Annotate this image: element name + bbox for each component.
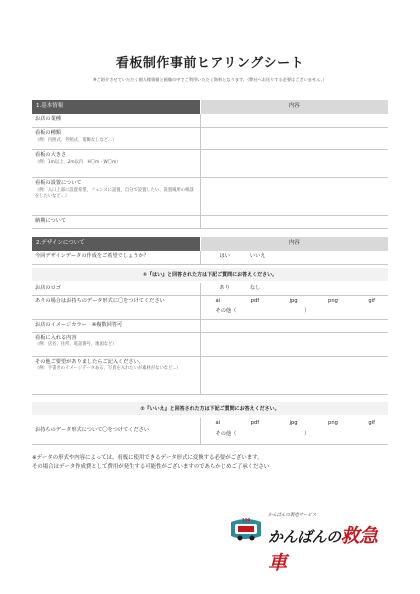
format-other-close: ） [304, 308, 310, 315]
owned-other-close: ） [304, 430, 310, 437]
owned-format-pdf[interactable]: pdf [250, 420, 260, 426]
yes-questions-table [32, 283, 388, 395]
installation-field[interactable] [200, 178, 388, 216]
logo-label: お店のロゴ [32, 283, 200, 295]
page-title: 看板制作事前ヒアリングシート [115, 56, 305, 71]
option-no[interactable]: いいえ [249, 252, 266, 259]
image-color-field[interactable] [200, 319, 388, 332]
owned-format-gif[interactable]: gif [368, 420, 375, 426]
option-yes[interactable]: はい [219, 252, 230, 259]
industry-field[interactable] [200, 114, 388, 128]
other-request-field[interactable] [200, 356, 388, 394]
footer-line-2: その場合はデータ作成費として費用が発生する可能性がございますのであらかじめご了承ください [32, 464, 270, 471]
ambulance-truck-icon [228, 514, 264, 544]
owned-other-label: その他（ [215, 430, 237, 437]
format-option-gif[interactable]: gif [368, 297, 375, 304]
deadline-field[interactable] [200, 216, 388, 229]
design-table [32, 237, 388, 265]
owned-other-field[interactable] [242, 431, 298, 439]
section1-content-header: 内容 [200, 100, 388, 114]
format-other-field[interactable] [242, 308, 298, 316]
logo-tagline: かんばんの製造サービス [268, 513, 317, 518]
badge-number: 119 [241, 517, 251, 523]
format-option-png[interactable]: png [328, 297, 338, 304]
format-option-ai[interactable]: ai [215, 297, 221, 304]
logo-option-yes[interactable]: あり [219, 285, 230, 291]
no-instruction-band: ②『いいえ』と回答された方は下記ご質問にお答えください。 [32, 402, 388, 415]
industry-label: お店の業種 [32, 114, 200, 128]
basic-info-table [32, 100, 388, 229]
section2-content-header: 内容 [200, 237, 388, 251]
image-color-label: お店のイメージカラー ※複数回答可 [32, 319, 200, 332]
company-logo [228, 508, 388, 574]
owned-format-png[interactable]: png [328, 420, 338, 426]
format-other-label: その他（ [215, 308, 237, 315]
sign-content-field[interactable] [200, 332, 388, 356]
data-format-label: ありの場合はお持ちのデータ形式に〇をつけてください [32, 295, 200, 319]
data-format-answer [200, 295, 388, 319]
format-option-jpg[interactable]: jpg [289, 297, 298, 304]
logo-option-no[interactable]: なし [249, 285, 261, 291]
deadline-label: 納期について [32, 216, 200, 229]
sign-size-field[interactable] [200, 150, 388, 178]
design-request-question: 今回デザインデータの作成をご希望でしょうか？ [32, 251, 200, 265]
sign-type-label: 看板の種類 （例：内照式、外照式、電飾なしなど...） [32, 128, 200, 150]
owned-format-jpg[interactable]: jpg [289, 420, 298, 426]
sign-type-field[interactable] [200, 128, 388, 150]
footer-line-1: ※データの形式や内容によっては、看板に使用できるデータ形式に変換する必要がございます。 [32, 455, 263, 461]
intro-note: ※ご紹介させていただく個人様情報と画像の中でご利用いただく資料となります。（弊社へお送りする必要はございません。） [93, 77, 327, 82]
sign-size-label: 看板の大きさ （例：1m以上、2m以内 H〇m・W〇m） [32, 150, 200, 178]
design-request-answer [200, 251, 388, 265]
other-request-label: その他ご要望がありましたらご記入ください。 （例：手書きのイメージデータある、写真を入れたいが素材がないなど...） [32, 356, 200, 394]
sign-content-label: 看板に入れる内容 （例：店名、住所、電話番号、地図など） [32, 332, 200, 356]
logo-wordmark: かんばんの救急車 [268, 525, 378, 574]
owned-format-answer [200, 418, 388, 444]
format-option-pdf[interactable]: pdf [250, 297, 260, 304]
installation-label: 看板の設置について （例：入口上部に設置希望、フェンスに設置、自分で設置したい、設置場所の相談をしたいなど...） [32, 178, 200, 216]
footer-note [32, 454, 269, 472]
owned-format-ai[interactable]: ai [215, 420, 221, 426]
section1-header: 1.基本情報 [32, 100, 200, 114]
yes-instruction-band: ①『はい』と回答された方は下記ご質問にお答えください。 [32, 268, 388, 281]
section2-header: 2.デザインについて [32, 237, 200, 251]
owned-format-label: お持ちのデータ形式について〇をつけてください [32, 418, 200, 444]
no-questions-table [32, 418, 388, 445]
logo-answer [200, 283, 388, 295]
